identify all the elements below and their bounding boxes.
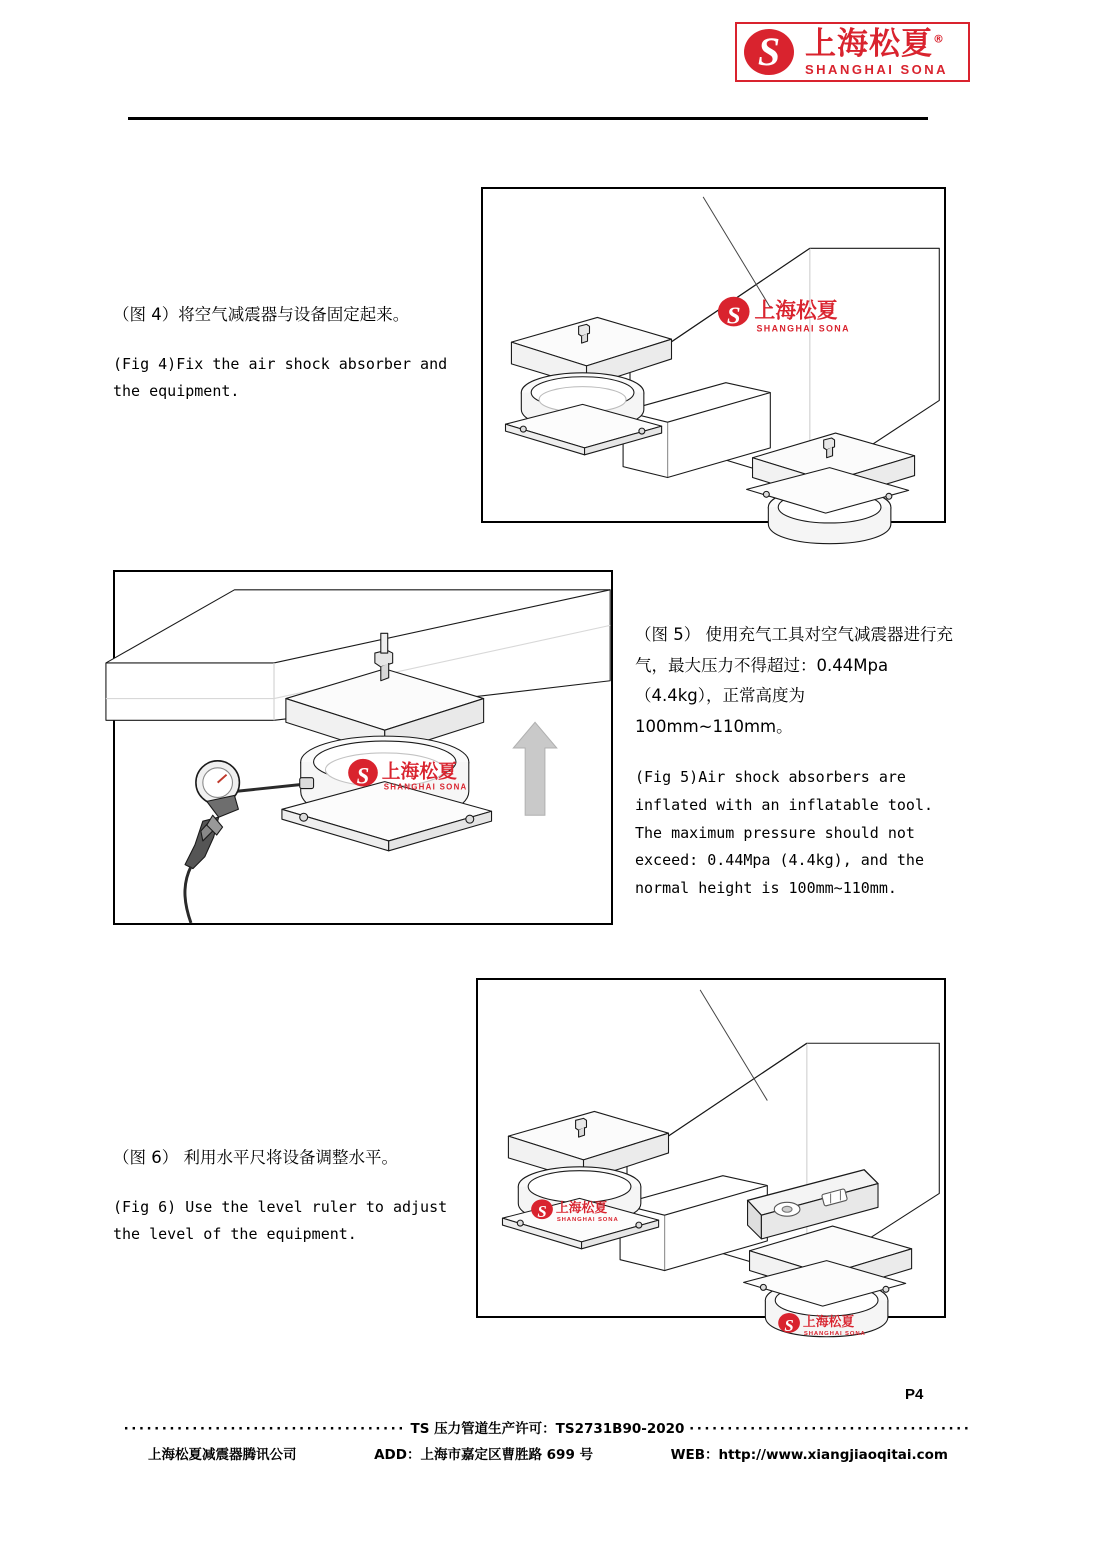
footer-license-line (0, 1417, 1095, 1437)
figure-6-caption (113, 1143, 473, 1249)
figure-6-caption-en: (Fig 6) Use the level ruler to adjust the level of the equipment. (113, 1197, 448, 1244)
footer-dots-left: ····································· (123, 1421, 406, 1437)
svg-text:S: S (726, 302, 741, 330)
sona-monogram-icon (741, 26, 799, 78)
svg-text:S: S (784, 1315, 794, 1335)
company-logo (735, 22, 970, 82)
svg-text:SHANGHAI SONA: SHANGHAI SONA (383, 782, 468, 792)
figure-watermark (718, 297, 850, 334)
footer-contact-line (148, 1443, 948, 1463)
figure-4-image (481, 187, 946, 523)
logo-brand-cn (805, 25, 948, 62)
logo-brand-cn-text: 上海松夏 (805, 25, 933, 62)
svg-text:SHANGHAI SONA: SHANGHAI SONA (803, 1330, 866, 1337)
figure-4-caption-cn: （图 4）将空气减震器与设备固定起来。 (113, 305, 410, 324)
svg-text:上海松夏: 上海松夏 (754, 298, 838, 323)
svg-text:上海松夏: 上海松夏 (802, 1314, 855, 1330)
monogram-letter: S (757, 29, 781, 74)
figure-watermark-2 (778, 1313, 865, 1337)
figure-watermark (348, 759, 467, 792)
figure-5-caption (635, 620, 955, 903)
up-arrow-icon (513, 722, 557, 815)
svg-text:S: S (537, 1202, 547, 1222)
figure-4-caption (113, 300, 473, 406)
figure-watermark (531, 1199, 618, 1223)
logo-brand-en: SHANGHAI SONA (805, 61, 949, 77)
figure-6-image (476, 978, 946, 1337)
svg-text:SHANGHAI SONA: SHANGHAI SONA (556, 1217, 619, 1224)
footer-license-text: TS 压力管道生产许可：TS2731B90-2020 (410, 1421, 685, 1437)
figure-6-caption-cn: （图 6） 利用水平尺将设备调整水平。 (113, 1148, 398, 1167)
footer-company: 上海松夏减震器腾讯公司 (148, 1447, 297, 1463)
figure-5-caption-en: (Fig 5)Air shock absorbers are inflated with an inflatable tool. The maximum pressure should not exceed: 0.44Mpa (4.4kg), and the normal height is 100mm~110mm. (635, 768, 934, 898)
svg-text:S: S (356, 763, 370, 789)
footer-dots-right: ····································· (689, 1421, 972, 1437)
svg-text:SHANGHAI SONA: SHANGHAI SONA (756, 323, 850, 334)
svg-text:上海松夏: 上海松夏 (555, 1201, 608, 1217)
header-divider (128, 117, 928, 120)
footer-address: ADD：上海市嘉定区曹胜路 699 号 (374, 1447, 594, 1463)
svg-text:上海松夏: 上海松夏 (381, 761, 457, 783)
figure-5-image (113, 570, 613, 925)
registered-mark-icon: ® (933, 32, 945, 46)
figure-5-caption-cn: （图 5） 使用充气工具对空气减震器进行充气，最大压力不得超过：0.44Mpa（4.4kg），正常高度为 100mm~110mm。 (635, 625, 953, 736)
figure-4-caption-en: (Fig 4)Fix the air shock absorber and the equipment. (113, 354, 448, 401)
footer-web: WEB：http://www.xiangjiaoqitai.com (670, 1447, 948, 1463)
page-number: P4 (905, 1386, 924, 1403)
